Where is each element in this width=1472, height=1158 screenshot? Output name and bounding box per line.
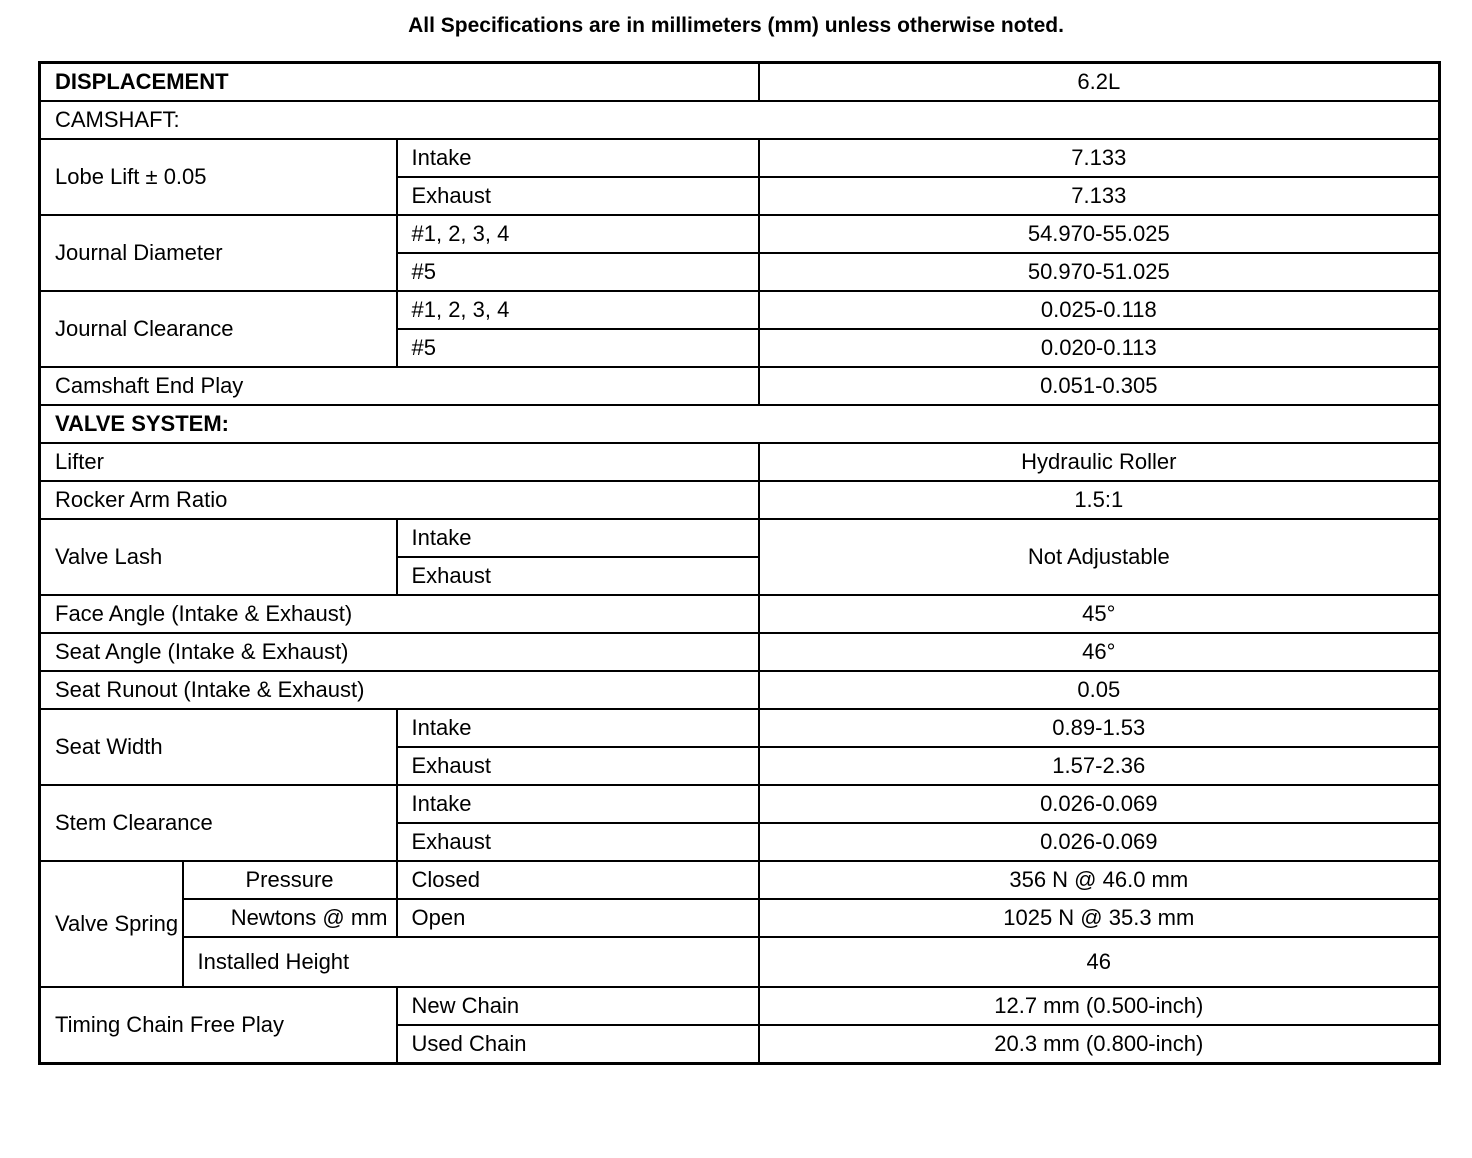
valve-lash-intake-label: Intake bbox=[397, 519, 759, 557]
seat-width-exhaust-label: Exhaust bbox=[397, 747, 759, 785]
timing-chain-used-label: Used Chain bbox=[397, 1025, 759, 1064]
seat-runout-value: 0.05 bbox=[759, 671, 1440, 709]
lobe-lift-exhaust-label: Exhaust bbox=[397, 177, 759, 215]
valve-spring-open-value: 1025 N @ 35.3 mm bbox=[759, 899, 1440, 937]
lobe-lift-label: Lobe Lift ± 0.05 bbox=[40, 139, 397, 215]
journal-clearance-sub1-label: #1, 2, 3, 4 bbox=[397, 291, 759, 329]
journal-clearance-sub2-value: 0.020-0.113 bbox=[759, 329, 1440, 367]
row-valve-spring-installed bbox=[40, 937, 1440, 987]
row-timing-chain-new bbox=[40, 987, 1440, 1025]
valve-lash-exhaust-label: Exhaust bbox=[397, 557, 759, 595]
valve-lash-label: Valve Lash bbox=[40, 519, 397, 595]
end-play-value: 0.051-0.305 bbox=[759, 367, 1440, 405]
rocker-value: 1.5:1 bbox=[759, 481, 1440, 519]
camshaft-section-label: CAMSHAFT: bbox=[40, 101, 1440, 139]
displacement-label: DISPLACEMENT bbox=[40, 63, 759, 102]
lobe-lift-intake-label: Intake bbox=[397, 139, 759, 177]
row-valve-spring-closed bbox=[40, 861, 1440, 899]
journal-diameter-sub1-label: #1, 2, 3, 4 bbox=[397, 215, 759, 253]
lifter-value: Hydraulic Roller bbox=[759, 443, 1440, 481]
valve-system-section-label: VALVE SYSTEM: bbox=[40, 405, 1440, 443]
stem-clearance-intake-value: 0.026-0.069 bbox=[759, 785, 1440, 823]
row-rocker-arm-ratio bbox=[40, 481, 1440, 519]
row-lobe-lift-intake bbox=[40, 139, 1440, 177]
row-lifter bbox=[40, 443, 1440, 481]
face-angle-label: Face Angle (Intake & Exhaust) bbox=[40, 595, 759, 633]
journal-diameter-sub1-value: 54.970-55.025 bbox=[759, 215, 1440, 253]
timing-chain-new-value: 12.7 mm (0.500-inch) bbox=[759, 987, 1440, 1025]
row-seat-runout bbox=[40, 671, 1440, 709]
stem-clearance-label: Stem Clearance bbox=[40, 785, 397, 861]
stem-clearance-intake-label: Intake bbox=[397, 785, 759, 823]
lobe-lift-exhaust-value: 7.133 bbox=[759, 177, 1440, 215]
valve-spring-label: Valve Spring bbox=[40, 861, 183, 987]
row-camshaft-end-play bbox=[40, 367, 1440, 405]
row-valve-lash-intake bbox=[40, 519, 1440, 557]
journal-clearance-sub2-label: #5 bbox=[397, 329, 759, 367]
journal-diameter-sub2-value: 50.970-51.025 bbox=[759, 253, 1440, 291]
seat-width-exhaust-value: 1.57-2.36 bbox=[759, 747, 1440, 785]
units-note: All Specifications are in millimeters (mm) unless otherwise noted. bbox=[408, 14, 1064, 37]
journal-clearance-sub1-value: 0.025-0.118 bbox=[759, 291, 1440, 329]
row-journal-clearance-1 bbox=[40, 291, 1440, 329]
end-play-label: Camshaft End Play bbox=[40, 367, 759, 405]
face-angle-value: 45° bbox=[759, 595, 1440, 633]
row-stem-clearance-intake bbox=[40, 785, 1440, 823]
seat-width-intake-value: 0.89-1.53 bbox=[759, 709, 1440, 747]
row-seat-angle bbox=[40, 633, 1440, 671]
valve-spring-installed-label: Installed Height bbox=[183, 937, 759, 987]
row-face-angle bbox=[40, 595, 1440, 633]
timing-chain-new-label: New Chain bbox=[397, 987, 759, 1025]
row-displacement bbox=[40, 63, 1440, 102]
rocker-label: Rocker Arm Ratio bbox=[40, 481, 759, 519]
seat-angle-value: 46° bbox=[759, 633, 1440, 671]
seat-angle-label: Seat Angle (Intake & Exhaust) bbox=[40, 633, 759, 671]
journal-diameter-label: Journal Diameter bbox=[40, 215, 397, 291]
valve-spring-pressure-label: Pressure bbox=[183, 861, 397, 899]
row-valve-system-header bbox=[40, 405, 1440, 443]
row-camshaft-header bbox=[40, 101, 1440, 139]
specifications-table bbox=[38, 61, 1441, 1065]
row-valve-spring-open bbox=[40, 899, 1440, 937]
seat-runout-label: Seat Runout (Intake & Exhaust) bbox=[40, 671, 759, 709]
valve-spring-open-label: Open bbox=[397, 899, 759, 937]
valve-lash-value: Not Adjustable bbox=[759, 519, 1440, 595]
timing-chain-label: Timing Chain Free Play bbox=[40, 987, 397, 1064]
stem-clearance-exhaust-label: Exhaust bbox=[397, 823, 759, 861]
timing-chain-used-value: 20.3 mm (0.800-inch) bbox=[759, 1025, 1440, 1064]
valve-spring-closed-label: Closed bbox=[397, 861, 759, 899]
valve-spring-closed-value: 356 N @ 46.0 mm bbox=[759, 861, 1440, 899]
lobe-lift-intake-value: 7.133 bbox=[759, 139, 1440, 177]
lifter-label: Lifter bbox=[40, 443, 759, 481]
displacement-value: 6.2L bbox=[759, 63, 1440, 102]
seat-width-label: Seat Width bbox=[40, 709, 397, 785]
stem-clearance-exhaust-value: 0.026-0.069 bbox=[759, 823, 1440, 861]
journal-diameter-sub2-label: #5 bbox=[397, 253, 759, 291]
row-seat-width-intake bbox=[40, 709, 1440, 747]
seat-width-intake-label: Intake bbox=[397, 709, 759, 747]
valve-spring-installed-value: 46 bbox=[759, 937, 1440, 987]
valve-spring-units-label: Newtons @ mm bbox=[183, 899, 397, 937]
row-journal-diameter-1 bbox=[40, 215, 1440, 253]
journal-clearance-label: Journal Clearance bbox=[40, 291, 397, 367]
